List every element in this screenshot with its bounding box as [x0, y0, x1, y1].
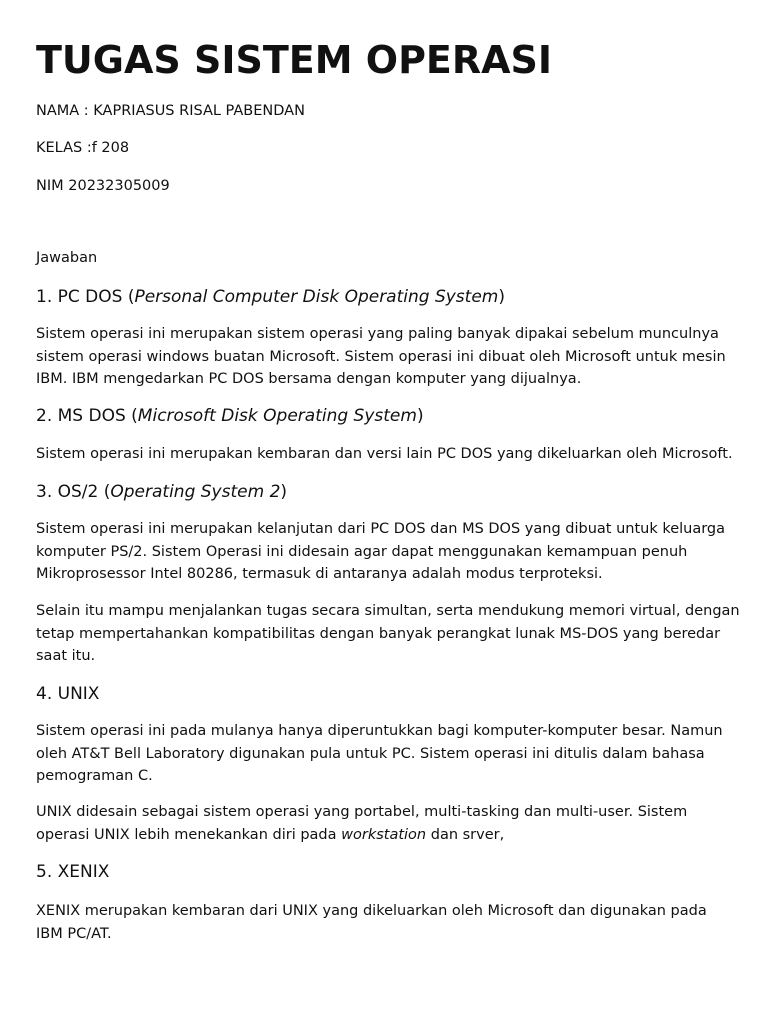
section-5-paragraph [36, 900, 736, 945]
paragraph-line: saat itu. [36, 648, 96, 664]
paragraph-line: Sistem operasi ini pada mulanya hanya diperuntukkan bagi komputer-komputer besar. Namun [36, 723, 723, 739]
section-3-heading: 3. OS/2 (Operating System 2) [36, 482, 288, 502]
paragraph-line: Sistem operasi ini merupakan kembaran dan versi lain PC DOS yang dikeluarkan oleh Microsoft. [36, 446, 733, 462]
answer-label: Jawaban [36, 250, 98, 266]
section-4-heading: 4. UNIX [36, 684, 100, 704]
paragraph-line: XENIX merupakan kembaran dari UNIX yang dikeluarkan oleh Microsoft dan digunakan pada [36, 903, 707, 919]
paragraph-line: komputer PS/2. Sistem Operasi ini didesain agar dapat menggunakan kemampuan penuh [36, 543, 688, 560]
paragraph-line: IBM. IBM mengedarkan PC DOS bersama dengan komputer yang dijualnya. [36, 371, 582, 387]
section-4-paragraph-2 [36, 801, 736, 846]
paragraph-line: pemograman C. [36, 768, 153, 784]
section-3-paragraph-2 [36, 600, 740, 668]
paragraph-line: Selain itu mampu menjalankan tugas secara simultan, serta mendukung memori virtual, dengan [36, 603, 740, 619]
paragraph-line: oleh AT&T Bell Laboratory digunakan pula untuk PC. Sistem operasi ini ditulis dalam bahasa [36, 745, 705, 762]
workstation-term: workstation [341, 826, 427, 843]
section-5-heading: 5. XENIX [36, 862, 110, 882]
student-class: KELAS :f 208 [36, 140, 130, 156]
paragraph-line: Mikroprosessor Intel 80286, termasuk di antaranya adalah modus terproteksi. [36, 566, 603, 582]
paragraph-line: Sistem operasi ini merupakan sistem operasi yang paling banyak dipakai sebelum munculnya [36, 326, 719, 342]
section-1-paragraph [36, 323, 736, 391]
section-4-paragraph-1 [36, 720, 736, 788]
paragraph-line: tetap mempertahankan kompatibilitas dengan banyak perangkat lunak MS-DOS yang beredar [36, 625, 721, 642]
section-3-paragraph-1 [36, 518, 736, 586]
paragraph-line: Sistem operasi ini merupakan kelanjutan dari PC DOS dan MS DOS yang dibuat untuk keluarga [36, 521, 726, 537]
student-name: NAMA : KAPRIASUS RISAL PABENDAN [36, 103, 305, 119]
student-nim: NIM 20232305009 [36, 178, 170, 194]
paragraph-line: sistem operasi windows buatan Microsoft. Sistem operasi ini dibuat oleh Microsoft untuk mesin [36, 348, 726, 365]
paragraph-line: operasi UNIX lebih menekankan diri pada workstation dan srver, [36, 826, 505, 843]
section-2-heading: 2. MS DOS (Microsoft Disk Operating System) [36, 406, 424, 426]
paragraph-line: IBM PC/AT. [36, 925, 112, 942]
section-2-paragraph [36, 443, 736, 466]
document-title: TUGAS SISTEM OPERASI [36, 38, 553, 82]
section-1-heading: 1. PC DOS (Personal Computer Disk Operating System) [36, 287, 505, 307]
paragraph-line: UNIX didesain sebagai sistem operasi yang portabel, multi-tasking dan multi-user. Sistem [36, 804, 688, 820]
